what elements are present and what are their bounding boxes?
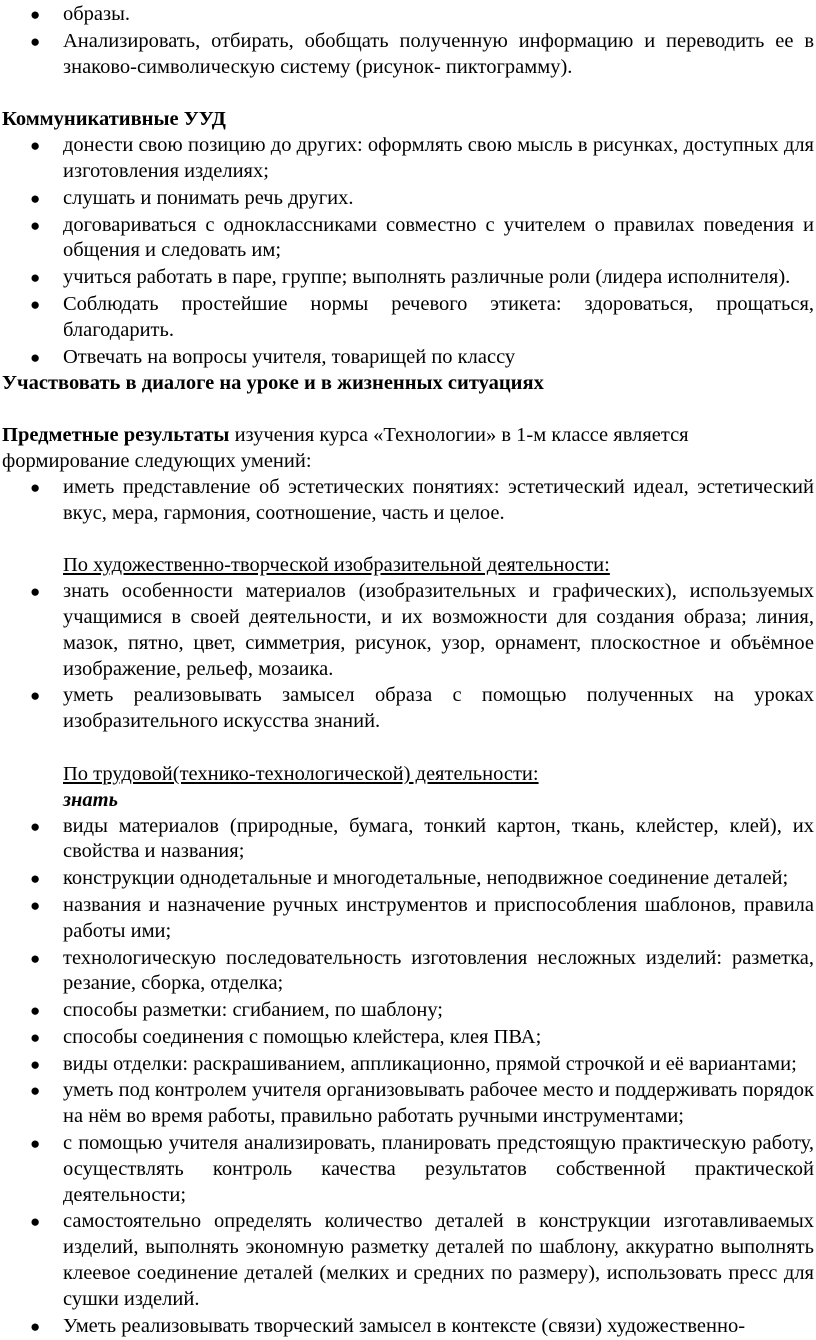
- bullet-icon: ●: [30, 477, 41, 497]
- subject-list: [0, 475, 816, 527]
- document-page: [0, 2, 816, 1340]
- list-item: ● Соблюдать простейшие нормы речевого этикета: здороваться, прощаться, благодарить.: [30, 292, 814, 341]
- communicative-heading: Коммуникативные УУД: [2, 108, 226, 131]
- list-item: ● донести свою позицию до других: оформлять свою мысль в рисунках, доступных для изготовления изделиях;: [30, 134, 814, 182]
- bullet-icon: ●: [30, 1027, 41, 1047]
- bullet-icon: ●: [30, 869, 41, 889]
- bullet-icon: ●: [30, 895, 41, 915]
- list-item: ● конструкции однодетальные и многодетальные, неподвижное соединение деталей;: [0, 866, 816, 892]
- labor-list: [0, 814, 816, 1340]
- bullet-icon: ●: [30, 948, 41, 968]
- list-item: ● Отвечать на вопросы учителя, товарищей по классу: [0, 345, 816, 371]
- spacer: [0, 81, 816, 107]
- bullet-icon: ●: [30, 188, 41, 208]
- labor-section-heading: По трудовой(технико-технологической) деятельности:: [63, 762, 539, 785]
- list-item: ● знать особенности материалов (изобразительных и графических), используемых учащимися в своей деятельности, и их возможности для создания образа; линия, мазок, пятно, цвет, симметрия, рисунок, узор, орнамент, плоскостное и объёмное изображение, рельеф, мозаика.: [30, 580, 814, 680]
- list-item: ● Уметь реализовывать творческий замысел в контексте (связи) художественно-: [0, 1314, 816, 1340]
- bullet-icon: ●: [30, 347, 41, 367]
- bullet-icon: ●: [30, 215, 41, 235]
- subject-results-paragraph: Предметные результаты изучения курса «Технологии» в 1-м классе является формирование следующих умений:: [2, 424, 689, 472]
- list-item: ● уметь реализовывать замысел образа с помощью полученных на уроках изобразительного искусства знаний.: [30, 684, 814, 733]
- list-item: ● виды материалов (природные, бумага, тонкий картон, ткань, клейстер, клей), их свойства и названия;: [30, 814, 814, 863]
- list-item: ● названия и назначение ручных инструментов и приспособления шаблонов, правила работы ими;: [30, 893, 814, 942]
- bullet-icon: ●: [30, 1316, 41, 1336]
- list-item: ● слушать и понимать речь других.: [0, 186, 816, 212]
- bullet-icon: ●: [30, 1054, 41, 1074]
- spacer: [0, 736, 816, 762]
- list-item: ● самостоятельно определять количество деталей в конструкции изготавливаемых изделий, выполнять экономную разметку деталей по шаблону, аккуратно выполнять клеевое соединение деталей (мелких и средних по размеру), использовать пресс для сушки изделий.: [30, 1210, 814, 1310]
- bullet-icon: ●: [30, 582, 41, 602]
- list-item: ● договариваться с одноклассниками совместно с учителем о правилах поведения и общения и следовать им;: [30, 213, 814, 262]
- list-item: ● способы соединения с помощью клейстера, клея ПВА;: [0, 1025, 816, 1051]
- cognitive-list: [0, 2, 816, 80]
- bullet-icon: ●: [30, 136, 41, 156]
- list-item: ● уметь под контролем учителя организовывать рабочее место и поддерживать порядок на нём во время работы, правильно работать ручными инструментами;: [30, 1079, 814, 1128]
- list-item: ● способы разметки: сгибанием, по шаблону;: [0, 998, 816, 1024]
- list-item: ● виды отделки: раскрашиванием, аппликационно, прямой строчкой и её вариантами;: [0, 1052, 816, 1078]
- bullet-icon: ●: [30, 5, 41, 24]
- bullet-icon: ●: [30, 268, 41, 288]
- bullet-icon: ●: [30, 31, 41, 51]
- spacer: [0, 397, 816, 423]
- bullet-icon: ●: [30, 686, 41, 706]
- art-section-heading: По художественно-творческой изобразительной деятельности:: [63, 554, 610, 577]
- bullet-icon: ●: [30, 1001, 41, 1021]
- list-item: ● образы.: [0, 2, 816, 28]
- list-item: ● Анализировать, отбирать, обобщать полученную информацию и переводить ее в знаково-символическую систему (рисунок- пиктограмму).: [30, 29, 814, 78]
- list-item: ● иметь представление об эстетических понятиях: эстетический идеал, эстетический вкус, мера, гармония, соотношение, часть и целое.: [30, 475, 814, 524]
- list-item: ● учиться работать в паре, группе; выполнять различные роли (лидера исполнителя).: [0, 265, 816, 291]
- dialog-heading: Участвовать в диалоге на уроке и в жизненных ситуациях: [2, 372, 544, 395]
- bullet-icon: ●: [30, 816, 41, 836]
- spacer: [0, 527, 816, 553]
- know-label: знать: [63, 788, 118, 811]
- bullet-icon: ●: [30, 1134, 41, 1154]
- list-item: ● с помощью учителя анализировать, планировать предстоящую практическую работу, осуществлять контроль качества результатов собственной практической деятельности;: [30, 1132, 814, 1206]
- bullet-icon: ●: [30, 294, 41, 314]
- bullet-icon: ●: [30, 1212, 41, 1232]
- communicative-list: [0, 133, 816, 370]
- art-list: [0, 579, 816, 735]
- subject-results-label: Предметные результаты: [2, 424, 230, 447]
- bullet-icon: ●: [30, 1081, 41, 1101]
- list-item: ● технологическую последовательность изготовления несложных изделий: разметка, резание, сборка, отделка;: [30, 946, 814, 995]
